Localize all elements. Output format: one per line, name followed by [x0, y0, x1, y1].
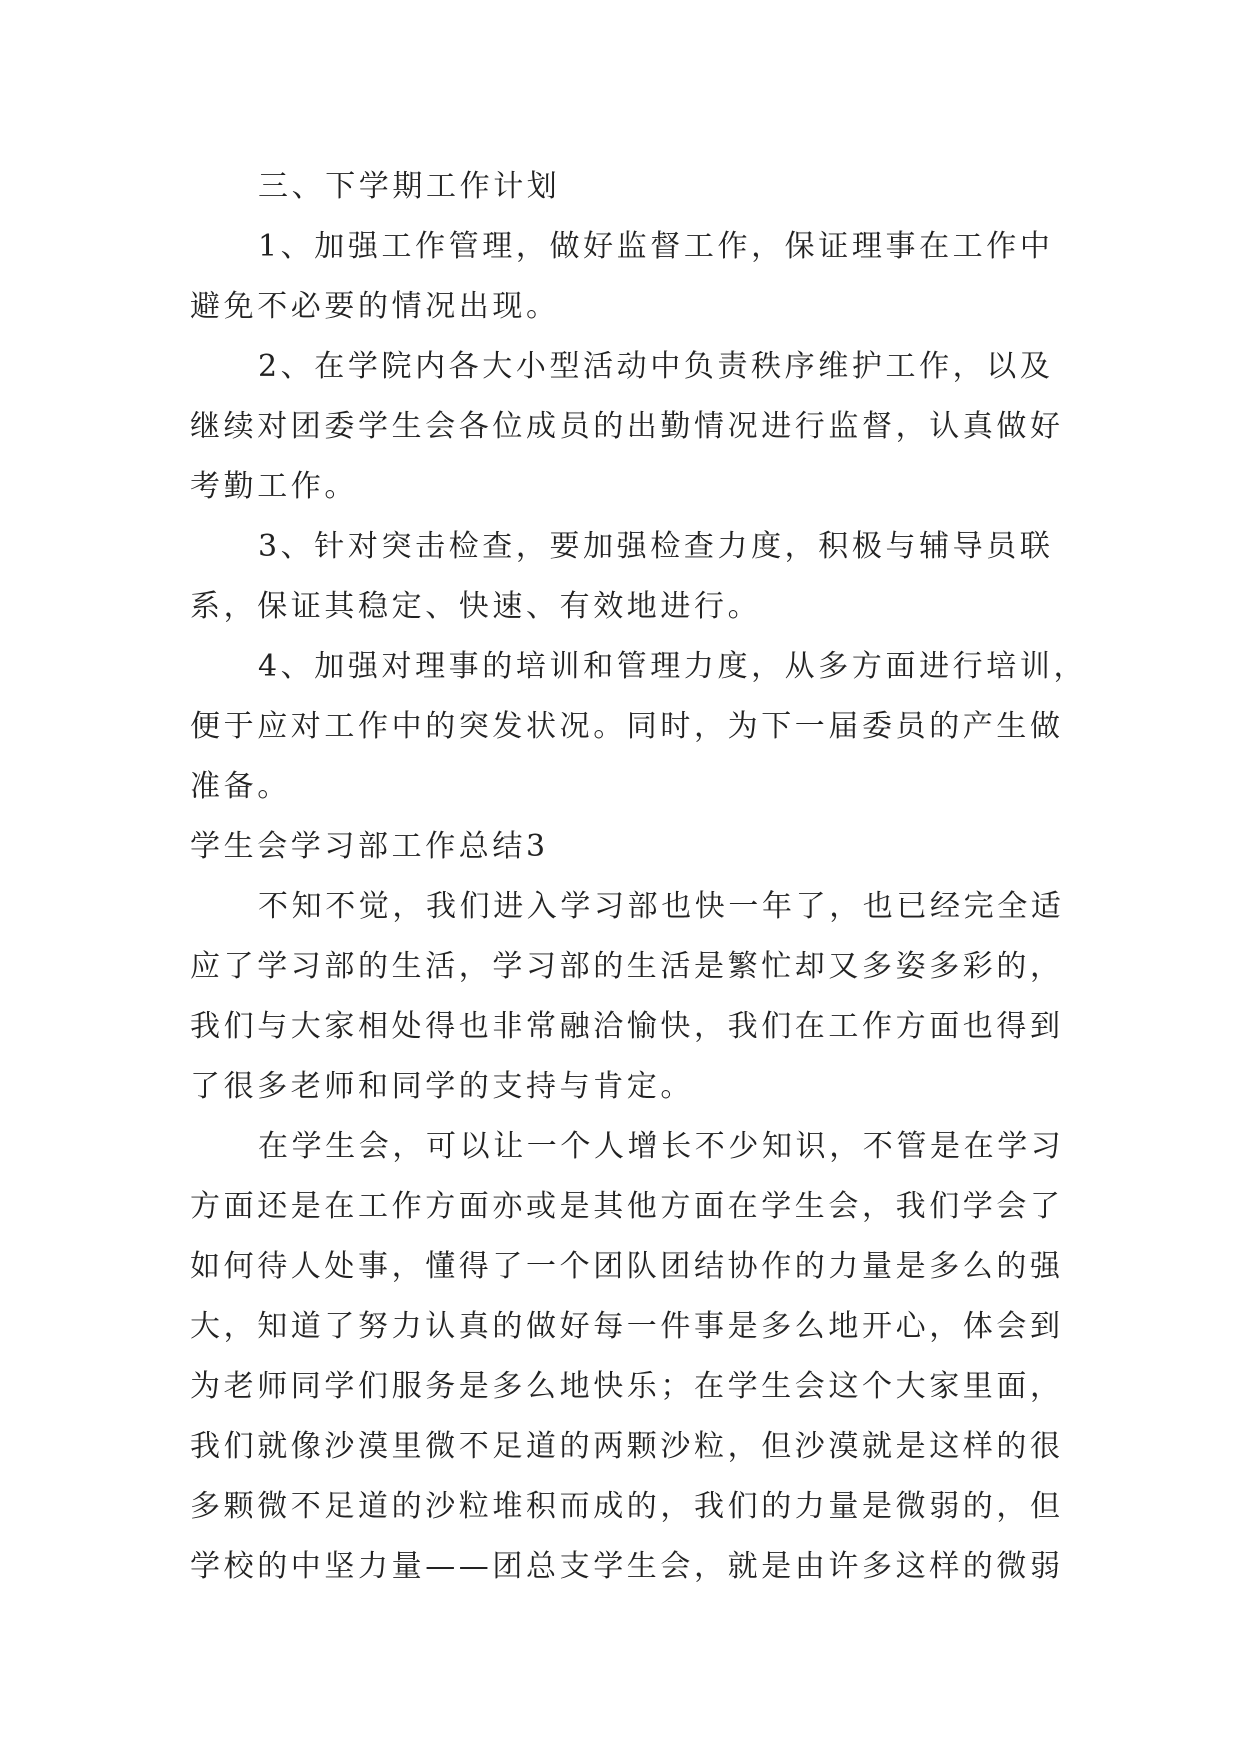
paragraph-line: 学校的中坚力量——团总支学生会，就是由许多这样的微弱	[190, 1549, 1064, 1584]
paragraph-line: 大，知道了努力认真的做好每一件事是多么地开心，体会到	[190, 1309, 1064, 1344]
paragraph-line: 我们与大家相处得也非常融洽愉快，我们在工作方面也得到	[190, 1009, 1064, 1044]
paragraph-line: 不知不觉，我们进入学习部也快一年了，也已经完全适	[258, 889, 1065, 924]
paragraph-line: 避免不必要的情况出现。	[190, 289, 560, 324]
paragraph-line: 在学生会，可以让一个人增长不少知识，不管是在学习	[258, 1129, 1065, 1164]
paragraph-line: 考勤工作。	[190, 469, 358, 504]
paragraph-line: 1、加强工作管理，做好监督工作，保证理事在工作中	[258, 229, 1054, 264]
section-heading: 三、下学期工作计划	[258, 169, 561, 204]
paragraph-line: 3、针对突击检查，要加强检查力度，积极与辅导员联	[258, 529, 1054, 564]
paragraph-line: 了很多老师和同学的支持与肯定。	[190, 1069, 694, 1104]
paragraph-line: 2、在学院内各大小型活动中负责秩序维护工作，以及	[258, 349, 1054, 384]
document-body	[190, 157, 1088, 1597]
paragraph-line: 如何待人处事，懂得了一个团队团结协作的力量是多么的强	[190, 1249, 1064, 1284]
paragraph-line: 为老师同学们服务是多么地快乐；在学生会这个大家里面，	[190, 1369, 1064, 1404]
paragraph-line: 系，保证其稳定、快速、有效地进行。	[190, 589, 762, 624]
paragraph-line: 4、加强对理事的培训和管理力度，从多方面进行培训，	[258, 649, 1088, 684]
paragraph-line: 我们就像沙漠里微不足道的两颗沙粒，但沙漠就是这样的很	[190, 1429, 1064, 1464]
section-title: 学生会学习部工作总结3	[190, 829, 549, 864]
paragraph-line: 应了学习部的生活，学习部的生活是繁忙却又多姿多彩的，	[190, 949, 1064, 984]
paragraph-line: 继续对团委学生会各位成员的出勤情况进行监督，认真做好	[190, 409, 1064, 444]
paragraph-line: 多颗微不足道的沙粒堆积而成的，我们的力量是微弱的，但	[190, 1489, 1064, 1524]
paragraph-line: 便于应对工作中的突发状况。同时，为下一届委员的产生做	[190, 709, 1064, 744]
paragraph-line: 方面还是在工作方面亦或是其他方面在学生会，我们学会了	[190, 1189, 1064, 1224]
paragraph-line: 准备。	[190, 769, 291, 804]
